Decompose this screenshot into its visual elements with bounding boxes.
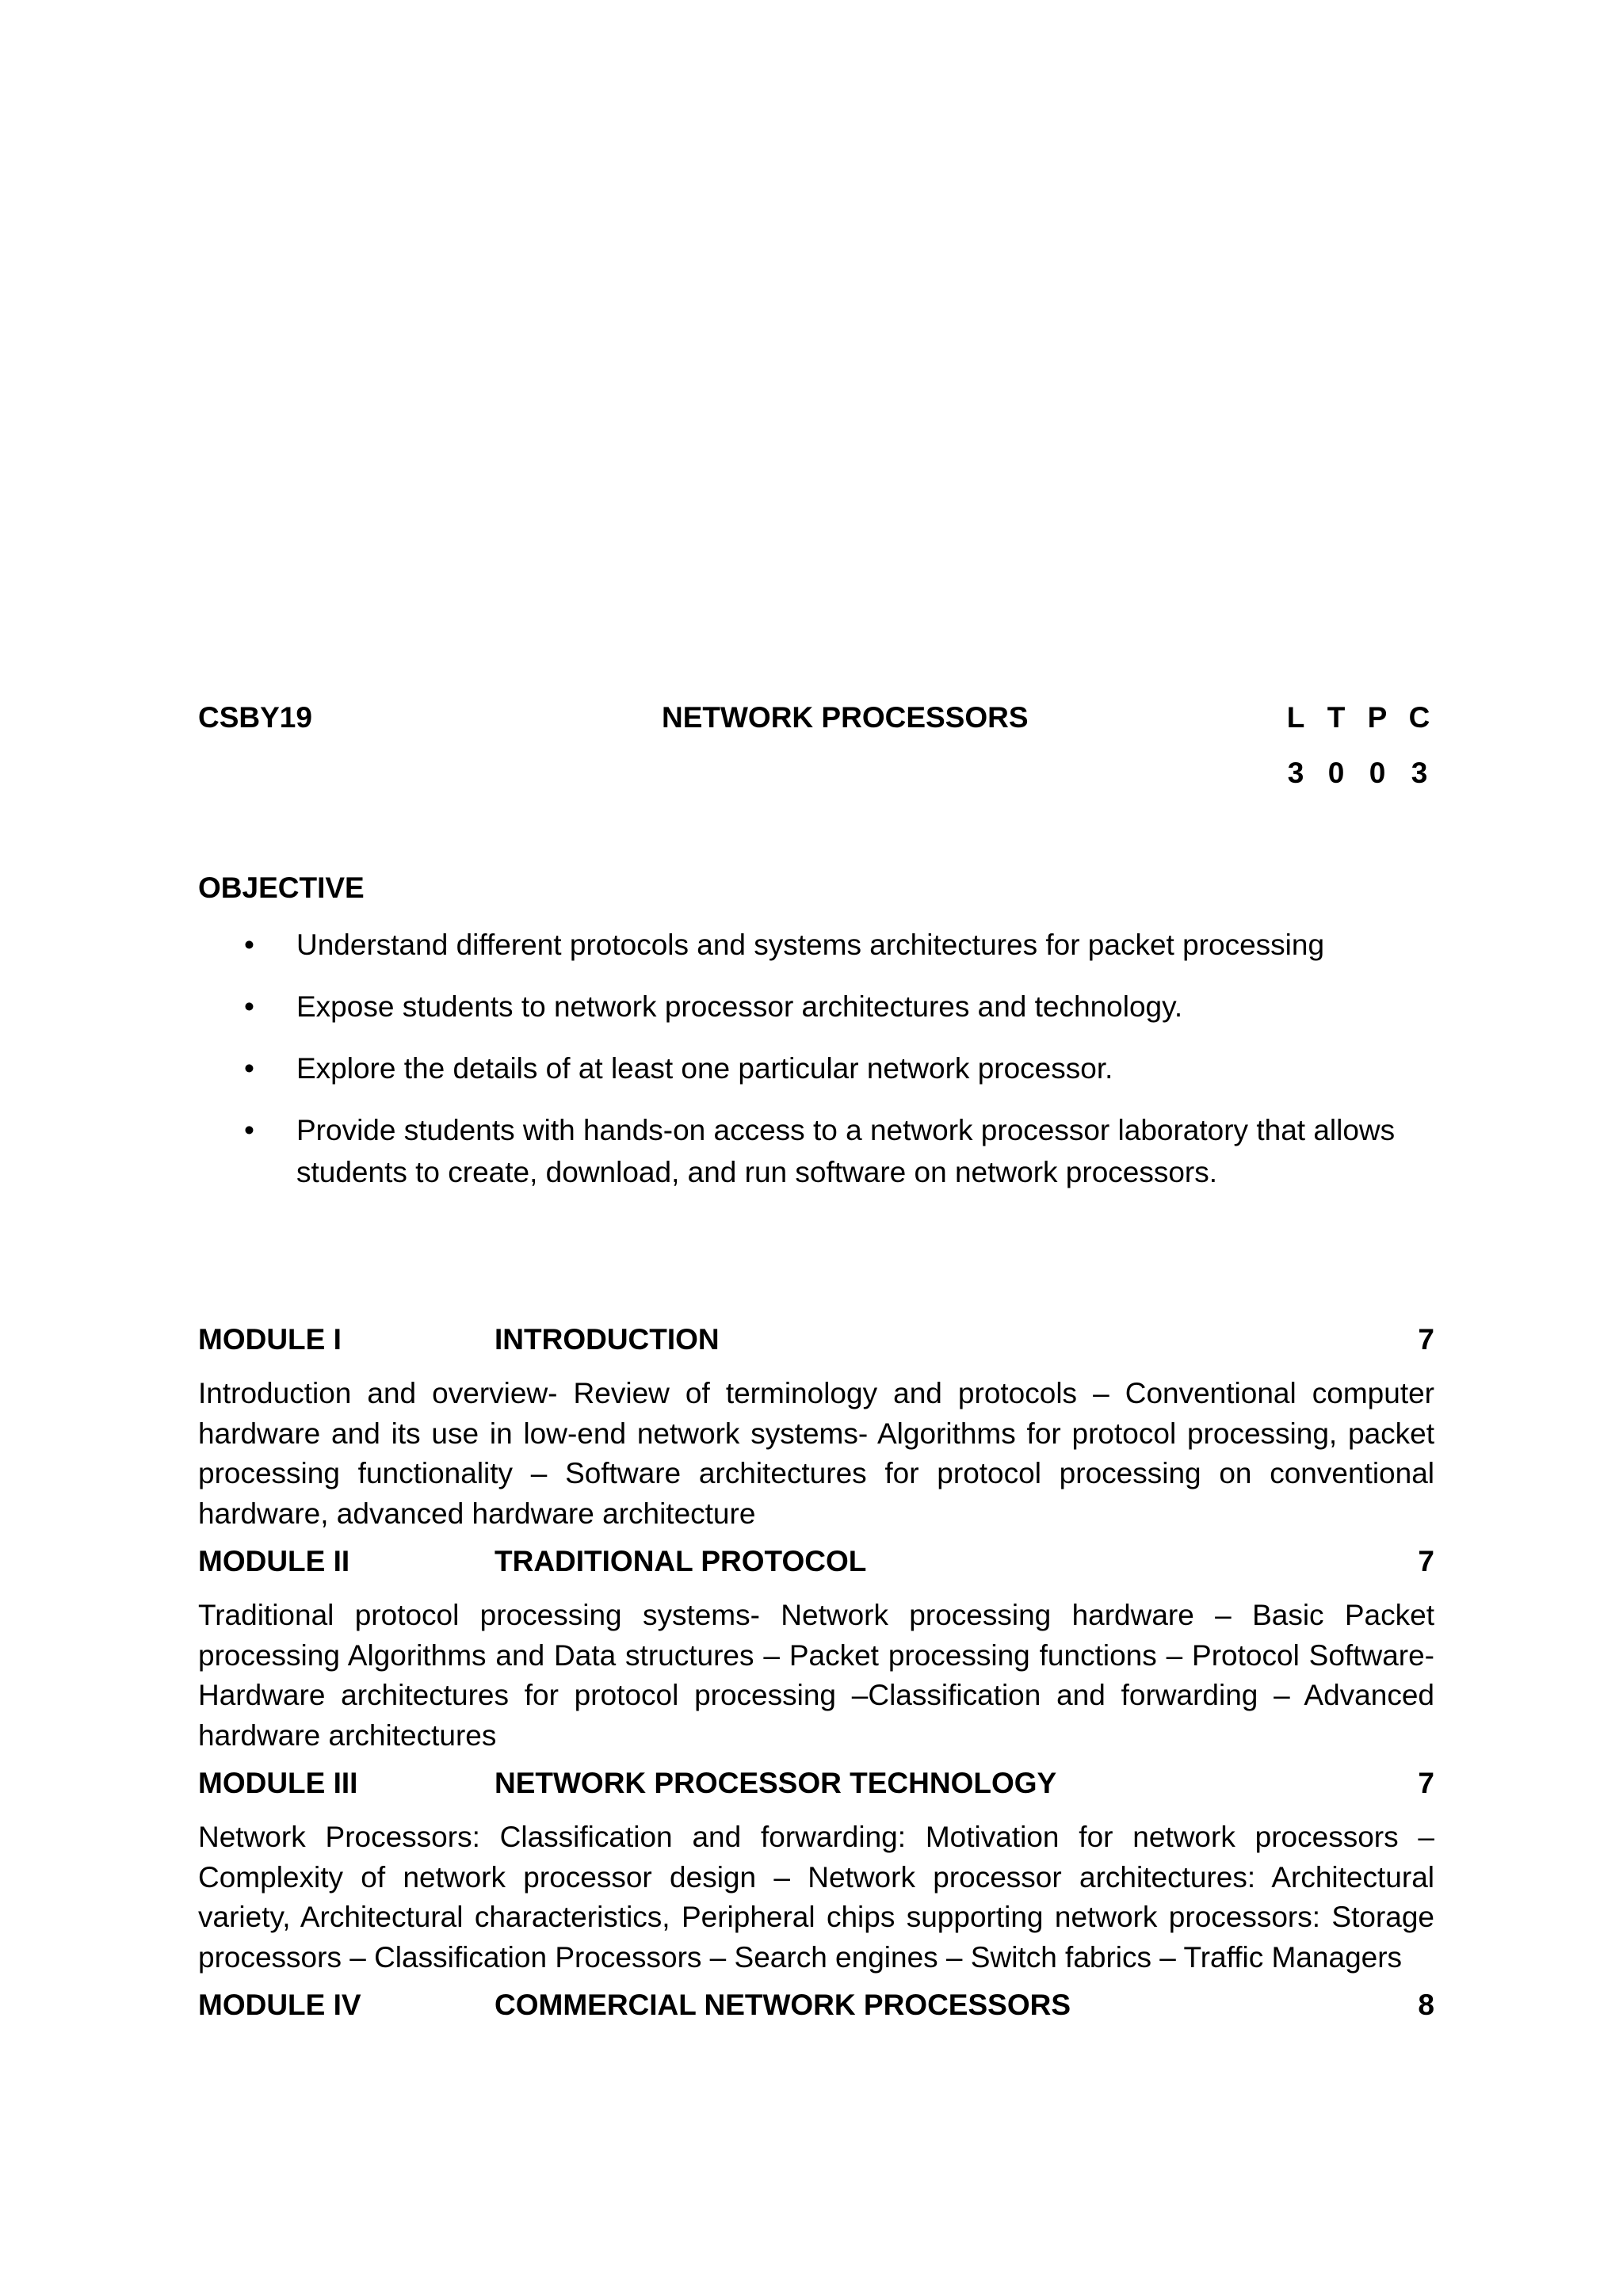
objective-text: Explore the details of at least one particular network processor. [296, 1052, 1113, 1085]
module-heading [198, 1545, 1434, 1586]
module-title: INTRODUCTION [495, 1323, 720, 1356]
module-number: MODULE I [198, 1323, 342, 1356]
ltpc-label-p: P [1367, 701, 1388, 734]
bullet-icon: • [244, 1114, 254, 1146]
ltpc-label-l: L [1286, 701, 1305, 734]
module-heading [198, 1323, 1434, 1364]
module-hours: 7 [1418, 1545, 1434, 1577]
module-title: TRADITIONAL PROTOCOL [495, 1545, 867, 1577]
modules-section [198, 1323, 1434, 2030]
module-heading [198, 1767, 1434, 1808]
module-heading [198, 1989, 1434, 2030]
module-content: Traditional protocol processing systems- Network processing hardware – Basic Packet processing Algorithms and Data structures – Packet processing functions – Protocol Software- Hardware architectures for protocol processing –Classification and forwarding – Advanced hardware architectures [198, 1599, 1434, 1752]
objective-heading: OBJECTIVE [198, 871, 365, 904]
ltpc-value-p: 0 [1369, 757, 1386, 789]
module-content: Network Processors: Classification and forwarding: Motivation for network processors – Complexity of network processor design – Network processor architectures: Architectural variety, Architectural characteristics, Peripheral chips supporting network processors: Storage processors – Classification Processors – Search engines – Switch fabrics – Traffic Managers [198, 1821, 1434, 1974]
module-content: Introduction and overview- Review of terminology and protocols – Conventional computer hardware and its use in low-end network systems- Algorithms for protocol processing, packet processing functionality – Software architectures for protocol processing on conventional hardware, advanced hardware architecture [198, 1377, 1434, 1530]
module-hours: 7 [1418, 1323, 1434, 1356]
objective-text: Understand different protocols and systems architectures for packet processing [296, 929, 1325, 961]
module-number: MODULE II [198, 1545, 350, 1577]
bullet-icon: • [244, 1052, 254, 1085]
objective-item [198, 924, 1434, 966]
module-number: MODULE III [198, 1767, 358, 1799]
course-code: CSBY19 [198, 701, 312, 734]
objective-item [198, 986, 1434, 1028]
ltpc-labels [1284, 701, 1434, 741]
module-hours: 7 [1418, 1767, 1434, 1799]
ltpc-label-c: C [1408, 701, 1430, 734]
module-title: COMMERCIAL NETWORK PROCESSORS [495, 1989, 1071, 2021]
objective-item [198, 1047, 1434, 1089]
objective-text: Provide students with hands-on access to a network processor laboratory that allows students to create, download, and run software on network processors. [296, 1114, 1396, 1188]
module-number: MODULE IV [198, 1989, 361, 2021]
ltpc-value-l: 3 [1287, 757, 1304, 789]
ltpc-values [1284, 757, 1434, 796]
objective-item [198, 1109, 1434, 1193]
bullet-icon: • [244, 990, 254, 1023]
objective-text: Expose students to network processor architectures and technology. [296, 990, 1183, 1023]
bullet-icon: • [244, 929, 254, 961]
course-header [198, 701, 1434, 789]
module-title: NETWORK PROCESSOR TECHNOLOGY [495, 1767, 1057, 1799]
module-hours: 8 [1418, 1989, 1434, 2021]
ltpc-value-c: 3 [1411, 757, 1428, 789]
objective-list [198, 924, 1434, 1213]
ltpc-value-t: 0 [1327, 757, 1345, 789]
course-title: NETWORK PROCESSORS [662, 701, 1029, 734]
ltpc-label-t: T [1327, 701, 1346, 734]
